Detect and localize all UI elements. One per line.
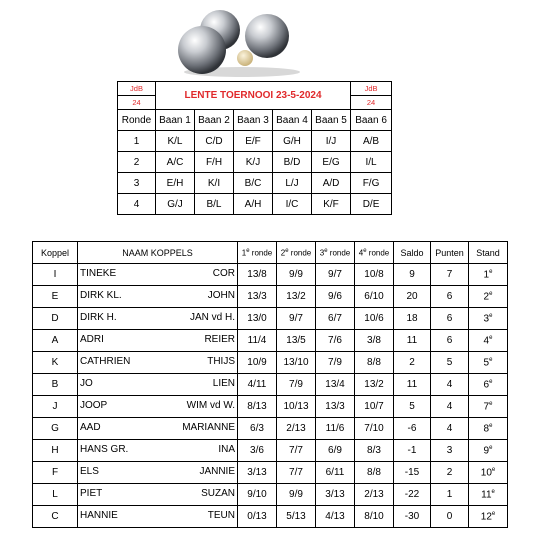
stand-value: 3 xyxy=(483,313,490,325)
round-2-score: 9/7 xyxy=(277,308,316,330)
saldo-cell: -1 xyxy=(394,440,431,462)
stand-cell xyxy=(469,286,508,308)
table-row xyxy=(33,374,508,396)
stand-suffix: e xyxy=(489,378,493,385)
stand-cell xyxy=(469,396,508,418)
schedule-cell: B/L xyxy=(195,194,234,215)
names-cell xyxy=(78,286,238,308)
schedule-cell: G/J xyxy=(156,194,195,215)
schedule-cell: I/J xyxy=(312,131,351,152)
round-1-score: 13/3 xyxy=(238,286,277,308)
names-cell xyxy=(78,440,238,462)
stand-value: 9 xyxy=(483,445,490,457)
round-4-score: 10/6 xyxy=(355,308,394,330)
round-4-score: 2/13 xyxy=(355,484,394,506)
name-left: PIET xyxy=(80,488,103,499)
koppel-cell: H xyxy=(33,440,78,462)
header-saldo: Saldo xyxy=(394,242,431,264)
name-left: HANS GR. xyxy=(80,444,129,455)
schedule-cell: I/C xyxy=(273,194,312,215)
name-left: HANNIE xyxy=(80,510,118,521)
koppel-cell: L xyxy=(33,484,78,506)
name-right: JOHN xyxy=(207,290,235,301)
round-1-score: 9/10 xyxy=(238,484,277,506)
schedule-cell: C/D xyxy=(195,131,234,152)
punten-cell: 0 xyxy=(431,506,469,528)
round-2-score: 13/10 xyxy=(277,352,316,374)
koppel-cell: J xyxy=(33,396,78,418)
round-1-score: 13/8 xyxy=(238,264,277,286)
punten-cell: 3 xyxy=(431,440,469,462)
schedule-cell: K/L xyxy=(156,131,195,152)
schedule-cell: L/J xyxy=(273,173,312,194)
table-row xyxy=(33,506,508,528)
name-left: ELS xyxy=(80,466,99,477)
schedule-cell: A/C xyxy=(156,152,195,173)
round-2-score: 7/7 xyxy=(277,440,316,462)
stand-value: 2 xyxy=(483,291,490,303)
schedule-row xyxy=(118,173,392,194)
round-1-score: 3/6 xyxy=(238,440,277,462)
schedule-cell: A/D xyxy=(312,173,351,194)
schedule-cell: K/F xyxy=(312,194,351,215)
names-cell xyxy=(78,308,238,330)
names-cell xyxy=(78,462,238,484)
schedule-cell: 2 xyxy=(118,152,156,173)
stand-suffix: e xyxy=(489,290,493,297)
results-table xyxy=(32,241,508,528)
schedule-cell: F/H xyxy=(195,152,234,173)
stand-cell xyxy=(469,418,508,440)
stand-cell xyxy=(469,352,508,374)
round-3-score: 6/9 xyxy=(316,440,355,462)
punten-cell: 5 xyxy=(431,352,469,374)
schedule-cell: G/H xyxy=(273,131,312,152)
header-stand: Stand xyxy=(469,242,508,264)
stand-cell xyxy=(469,484,508,506)
jdb-value-left: 24 xyxy=(118,96,156,110)
saldo-cell: 11 xyxy=(394,330,431,352)
tournament-title: LENTE TOERNOOI 23-5-2024 xyxy=(156,82,351,110)
round-1-score: 10/9 xyxy=(238,352,277,374)
punten-cell: 7 xyxy=(431,264,469,286)
saldo-cell: -22 xyxy=(394,484,431,506)
names-cell xyxy=(78,330,238,352)
name-right: WIM vd W. xyxy=(186,400,235,411)
punten-cell: 2 xyxy=(431,462,469,484)
schedule-table xyxy=(117,81,392,215)
round-3-score: 13/4 xyxy=(316,374,355,396)
saldo-cell: 2 xyxy=(394,352,431,374)
round-3-score: 13/3 xyxy=(316,396,355,418)
name-right: TEUN xyxy=(207,510,235,521)
stand-suffix: e xyxy=(489,422,493,429)
koppel-cell: A xyxy=(33,330,78,352)
name-right: JANNIE xyxy=(199,466,235,477)
schedule-row xyxy=(118,152,392,173)
table-row xyxy=(33,418,508,440)
koppel-cell: C xyxy=(33,506,78,528)
stand-cell xyxy=(469,440,508,462)
round-4-score: 13/2 xyxy=(355,374,394,396)
schedule-header-row xyxy=(118,110,392,131)
round-2-score: 7/9 xyxy=(277,374,316,396)
header-koppel: Koppel xyxy=(33,242,78,264)
name-left: CATHRIEN xyxy=(80,356,131,367)
name-left: TINEKE xyxy=(80,268,117,279)
koppel-cell: K xyxy=(33,352,78,374)
round-2-score: 13/5 xyxy=(277,330,316,352)
schedule-cell: 3 xyxy=(118,173,156,194)
round-2-score: 9/9 xyxy=(277,484,316,506)
header-ronde-4: 4e ronde xyxy=(355,242,394,264)
table-row xyxy=(33,286,508,308)
header-naam: NAAM KOPPELS xyxy=(78,242,238,264)
punten-cell: 4 xyxy=(431,374,469,396)
stand-cell xyxy=(469,308,508,330)
stand-suffix: e xyxy=(489,356,493,363)
header-ronde-2: 2e ronde xyxy=(277,242,316,264)
punten-cell: 4 xyxy=(431,418,469,440)
round-3-score: 7/9 xyxy=(316,352,355,374)
table-row xyxy=(33,264,508,286)
round-2-score: 13/2 xyxy=(277,286,316,308)
name-left: DIRK H. xyxy=(80,312,117,323)
stand-value: 8 xyxy=(483,423,490,435)
name-right: LIEN xyxy=(212,378,235,389)
schedule-header: Baan 1 xyxy=(156,110,195,131)
table-row xyxy=(33,440,508,462)
saldo-cell: 20 xyxy=(394,286,431,308)
table-row xyxy=(33,484,508,506)
header-ronde-1: 1e ronde xyxy=(238,242,277,264)
stand-value: 7 xyxy=(483,401,490,413)
schedule-header: Baan 4 xyxy=(273,110,312,131)
round-1-score: 4/11 xyxy=(238,374,277,396)
schedule-cell: 1 xyxy=(118,131,156,152)
saldo-cell: -6 xyxy=(394,418,431,440)
stand-suffix: e xyxy=(489,400,493,407)
round-3-score: 6/7 xyxy=(316,308,355,330)
schedule-row xyxy=(118,194,392,215)
punten-cell: 4 xyxy=(431,396,469,418)
jdb-value-right: 24 xyxy=(351,96,392,110)
schedule-cell: A/B xyxy=(351,131,392,152)
round-4-score: 8/8 xyxy=(355,352,394,374)
stand-value: 1 xyxy=(483,269,490,281)
round-4-score: 8/10 xyxy=(355,506,394,528)
saldo-cell: 11 xyxy=(394,374,431,396)
round-4-score: 8/3 xyxy=(355,440,394,462)
saldo-cell: -15 xyxy=(394,462,431,484)
stand-value: 11 xyxy=(481,489,492,501)
saldo-cell: 18 xyxy=(394,308,431,330)
punten-cell: 6 xyxy=(431,286,469,308)
stand-value: 12 xyxy=(480,511,492,523)
round-3-score: 11/6 xyxy=(316,418,355,440)
stand-cell xyxy=(469,264,508,286)
schedule-cell: A/H xyxy=(234,194,273,215)
schedule-cell: 4 xyxy=(118,194,156,215)
stand-suffix: e xyxy=(489,444,493,451)
stand-suffix: e xyxy=(489,268,493,275)
stand-suffix: e xyxy=(489,334,493,341)
table-row xyxy=(33,462,508,484)
koppel-cell: B xyxy=(33,374,78,396)
stand-cell xyxy=(469,330,508,352)
round-4-score: 3/8 xyxy=(355,330,394,352)
stand-suffix: e xyxy=(491,510,496,517)
name-right: COR xyxy=(212,268,235,279)
stand-suffix: e xyxy=(491,488,495,495)
round-2-score: 10/13 xyxy=(277,396,316,418)
koppel-cell: E xyxy=(33,286,78,308)
table-row xyxy=(33,308,508,330)
name-right: INA xyxy=(218,444,235,455)
saldo-cell: -30 xyxy=(394,506,431,528)
header-punten: Punten xyxy=(431,242,469,264)
saldo-cell: 5 xyxy=(394,396,431,418)
saldo-cell: 9 xyxy=(394,264,431,286)
round-3-score: 9/6 xyxy=(316,286,355,308)
schedule-cell: K/I xyxy=(195,173,234,194)
petanque-balls-image xyxy=(172,6,302,78)
name-right: MARIANNE xyxy=(182,422,235,433)
round-4-score: 6/10 xyxy=(355,286,394,308)
round-2-score: 2/13 xyxy=(277,418,316,440)
names-cell xyxy=(78,506,238,528)
round-1-score: 11/4 xyxy=(238,330,277,352)
round-1-score: 13/0 xyxy=(238,308,277,330)
schedule-cell: B/C xyxy=(234,173,273,194)
round-1-score: 6/3 xyxy=(238,418,277,440)
round-2-score: 9/9 xyxy=(277,264,316,286)
punten-cell: 1 xyxy=(431,484,469,506)
round-4-score: 7/10 xyxy=(355,418,394,440)
stand-cell xyxy=(469,374,508,396)
names-cell xyxy=(78,352,238,374)
names-cell xyxy=(78,374,238,396)
name-right: SUZAN xyxy=(201,488,235,499)
round-3-score: 3/13 xyxy=(316,484,355,506)
names-cell xyxy=(78,396,238,418)
round-3-score: 6/11 xyxy=(316,462,355,484)
koppel-cell: F xyxy=(33,462,78,484)
schedule-cell: D/E xyxy=(351,194,392,215)
name-right: THIJS xyxy=(207,356,235,367)
name-right: JAN vd H. xyxy=(189,312,235,323)
table-row xyxy=(33,352,508,374)
round-4-score: 8/8 xyxy=(355,462,394,484)
round-2-score: 5/13 xyxy=(277,506,316,528)
round-3-score: 9/7 xyxy=(316,264,355,286)
name-right: REIER xyxy=(204,334,235,345)
jdb-label-left: JdB xyxy=(118,82,156,96)
schedule-cell: E/H xyxy=(156,173,195,194)
name-left: JOOP xyxy=(80,400,108,411)
round-4-score: 10/7 xyxy=(355,396,394,418)
schedule-header: Baan 3 xyxy=(234,110,273,131)
stand-value: 4 xyxy=(483,335,490,347)
table-row xyxy=(33,330,508,352)
names-cell xyxy=(78,264,238,286)
punten-cell: 6 xyxy=(431,330,469,352)
round-1-score: 0/13 xyxy=(238,506,277,528)
punten-cell: 6 xyxy=(431,308,469,330)
round-1-score: 8/13 xyxy=(238,396,277,418)
schedule-cell: B/D xyxy=(273,152,312,173)
stand-cell xyxy=(469,462,508,484)
schedule-cell: E/G xyxy=(312,152,351,173)
stand-suffix: e xyxy=(491,466,496,473)
jdb-label-right: JdB xyxy=(351,82,392,96)
table-row xyxy=(33,396,508,418)
stand-value: 10 xyxy=(480,467,492,479)
round-3-score: 4/13 xyxy=(316,506,355,528)
round-2-score: 7/7 xyxy=(277,462,316,484)
name-left: ADRI xyxy=(80,334,104,345)
name-left: JO xyxy=(80,378,93,389)
stand-cell xyxy=(469,506,508,528)
name-left: AAD xyxy=(80,422,101,433)
stand-value: 6 xyxy=(483,379,490,391)
schedule-header: Ronde xyxy=(118,110,156,131)
round-1-score: 3/13 xyxy=(238,462,277,484)
round-3-score: 7/6 xyxy=(316,330,355,352)
koppel-cell: D xyxy=(33,308,78,330)
stand-suffix: e xyxy=(489,312,493,319)
schedule-header: Baan 2 xyxy=(195,110,234,131)
schedule-row xyxy=(118,131,392,152)
names-cell xyxy=(78,418,238,440)
schedule-cell: K/J xyxy=(234,152,273,173)
koppel-cell: G xyxy=(33,418,78,440)
koppel-cell: I xyxy=(33,264,78,286)
name-left: DIRK KL. xyxy=(80,290,122,301)
round-4-score: 10/8 xyxy=(355,264,394,286)
header-ronde-3: 3e ronde xyxy=(316,242,355,264)
names-cell xyxy=(78,484,238,506)
stand-value: 5 xyxy=(483,357,490,369)
schedule-header: Baan 5 xyxy=(312,110,351,131)
results-header-row xyxy=(33,242,508,264)
schedule-cell: F/G xyxy=(351,173,392,194)
schedule-cell: E/F xyxy=(234,131,273,152)
schedule-cell: I/L xyxy=(351,152,392,173)
schedule-header: Baan 6 xyxy=(351,110,392,131)
